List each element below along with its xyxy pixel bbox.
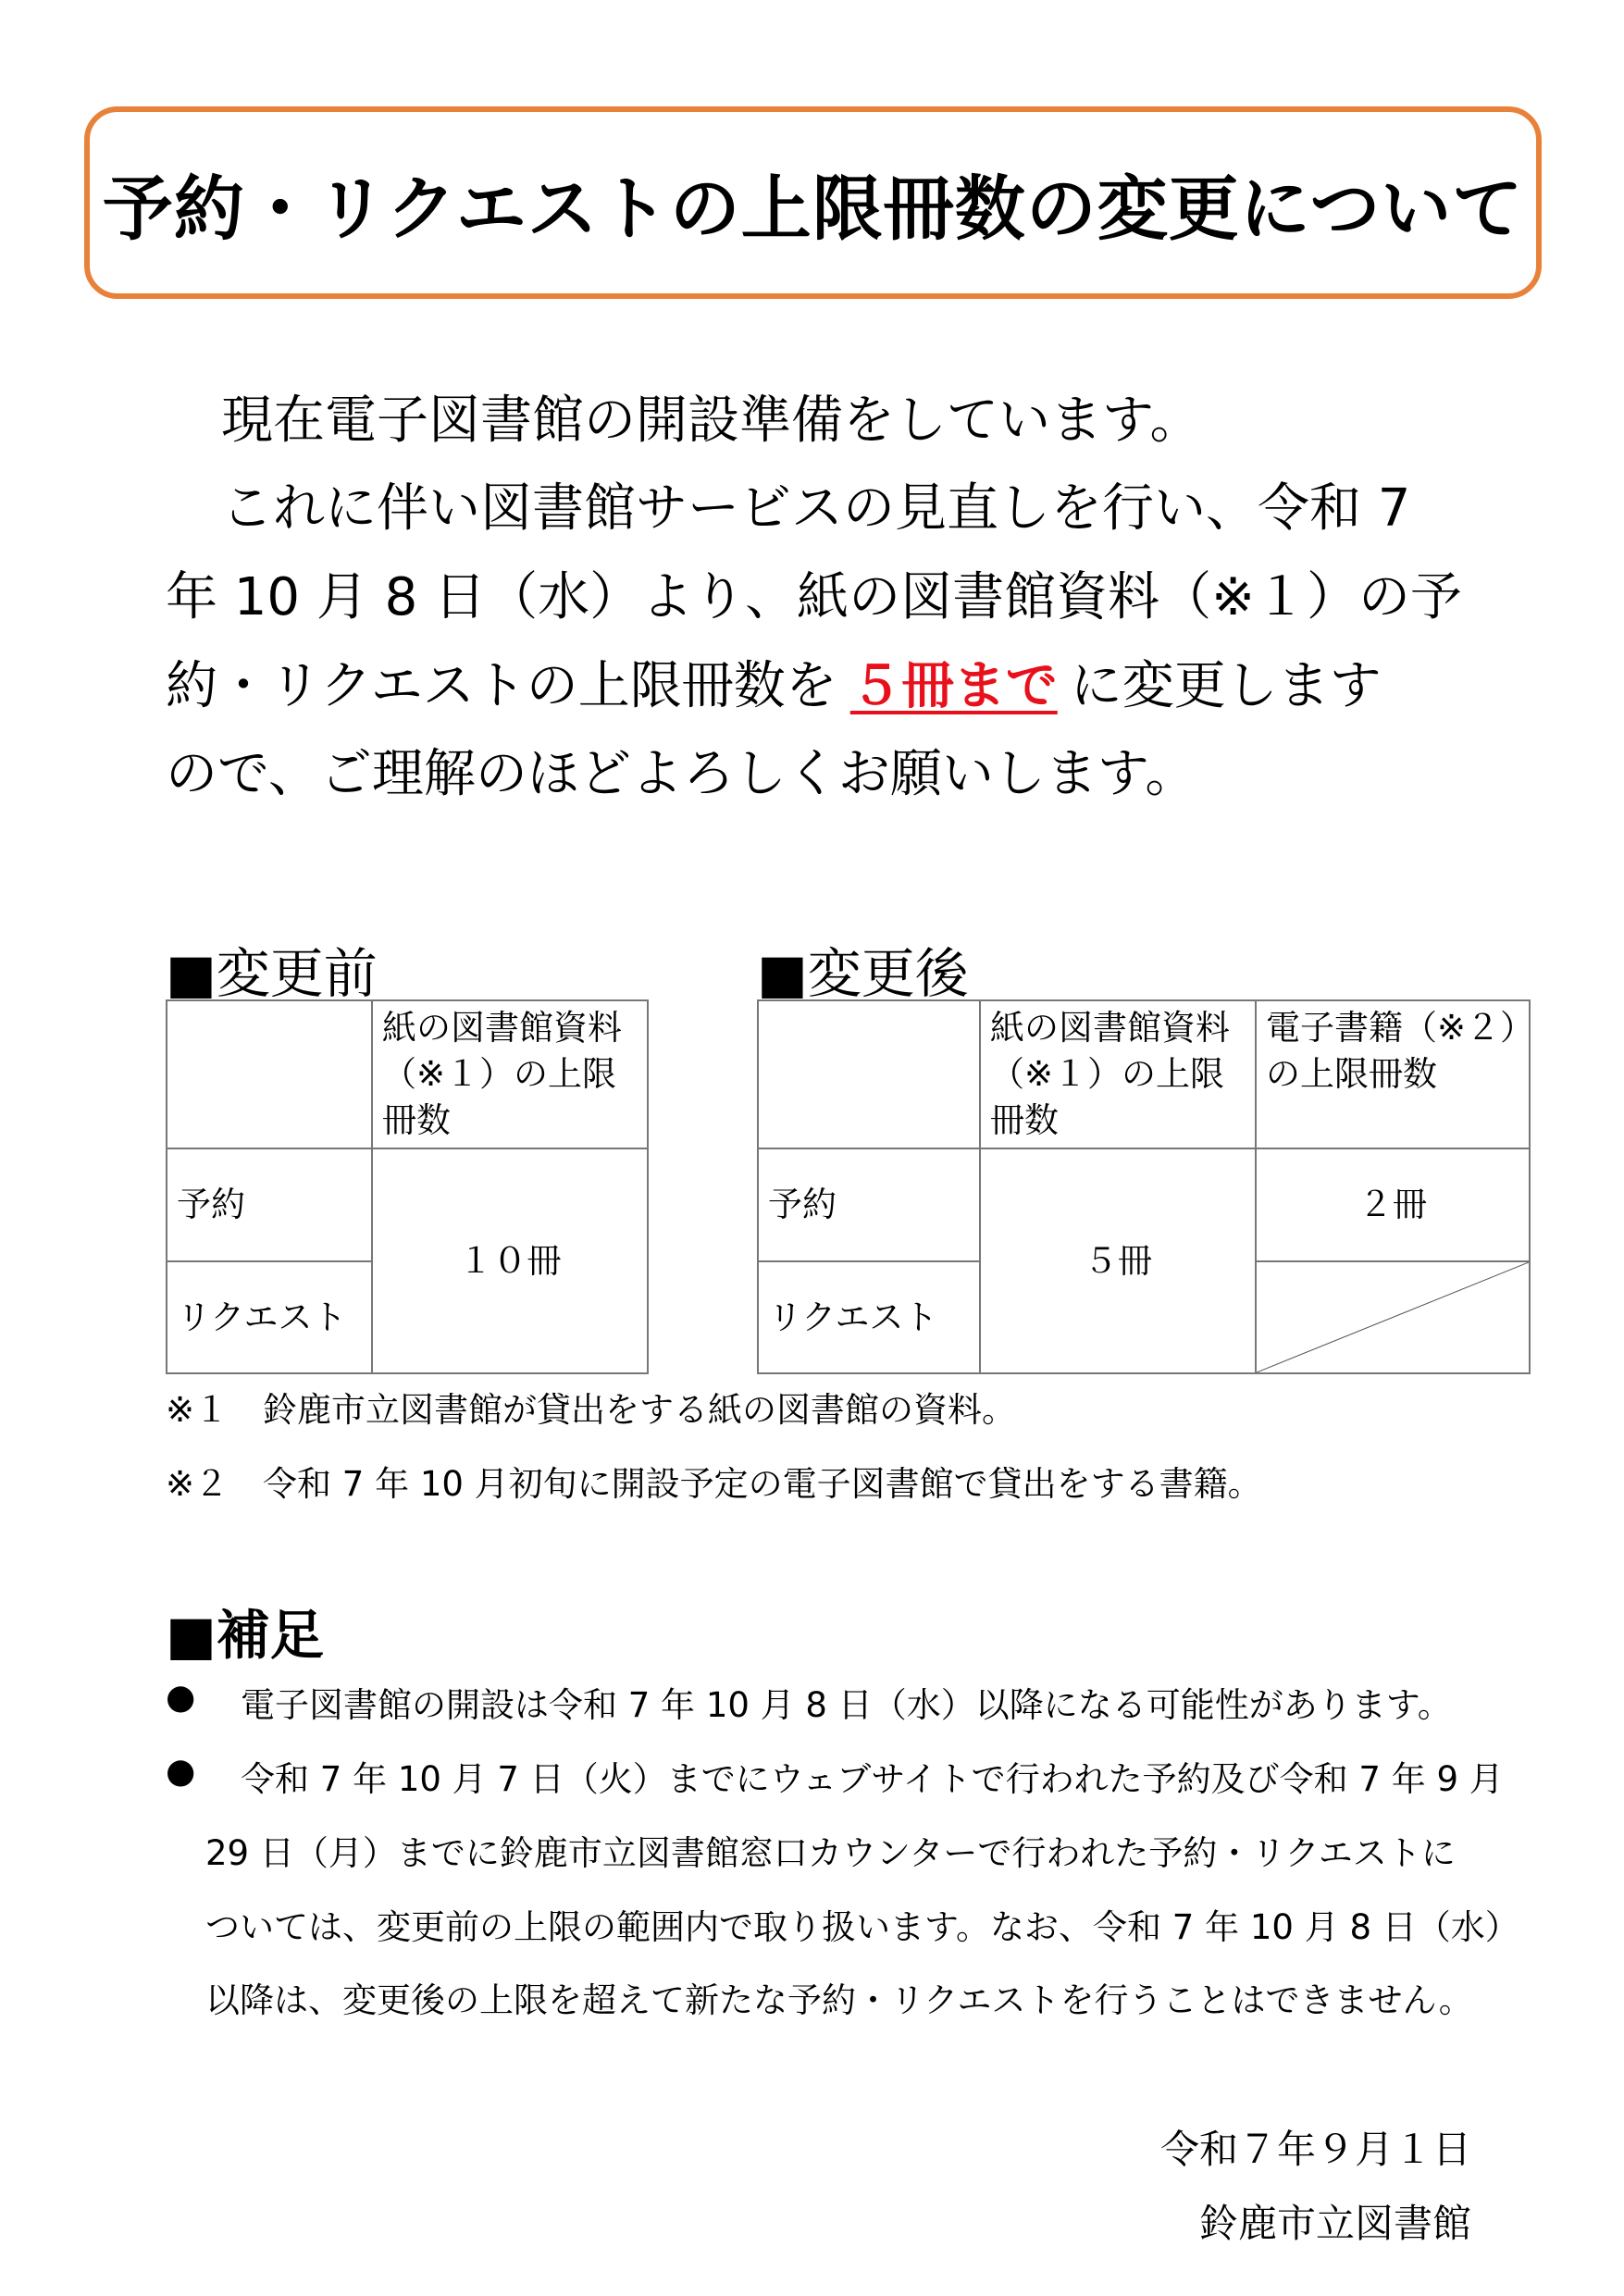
- intro-line-2: これに伴い図書館サービスの見直しを行い、令和 7: [221, 478, 1411, 539]
- intro-line-4: [166, 654, 1382, 719]
- header-ebook-limit: 電子書籍（※２）の上限冊数: [1256, 1000, 1530, 1148]
- row-label-reserve: 予約: [167, 1148, 372, 1261]
- title-box: [84, 106, 1542, 299]
- value-paper-limit: １０冊: [372, 1148, 648, 1373]
- row-label-request: リクエスト: [758, 1261, 980, 1373]
- bullet-icon: ●: [166, 1751, 196, 1791]
- after-table: [757, 999, 1531, 1374]
- supplement-item-2-line-2: 29 日（月）までに鈴鹿市立図書館窓口カウンターで行われた予約・リクエストに: [205, 1833, 1456, 1873]
- issuer: 鈴鹿市立図書館: [1198, 2201, 1471, 2246]
- bullet-icon: ●: [166, 1677, 196, 1717]
- supplement-item-2-line-3: ついては、変更前の上限の範囲内で取り扱います。なお、令和 7 年 10 月 8 日（水）: [205, 1907, 1519, 1947]
- supplement-item-1: 電子図書館の開設は令和 7 年 10 月 8 日（水）以降になる可能性があります。: [241, 1685, 1452, 1725]
- intro-line-5: ので、ご理解のほどよろしくお願いします。: [166, 744, 1197, 804]
- intro-line-1: 現在電子図書館の開設準備をしています。: [221, 391, 1202, 451]
- note-1: ※１ 鈴鹿市立図書館が貸出をする紙の図書館の資料。: [166, 1390, 1017, 1430]
- row-label-request: リクエスト: [167, 1261, 372, 1373]
- before-table: [166, 999, 649, 1374]
- not-applicable-cell: [1256, 1261, 1530, 1373]
- row-label-reserve: 予約: [758, 1148, 980, 1261]
- page-title: 予約・リクエストの上限冊数の変更について: [102, 167, 1524, 250]
- value-ebook-reserve: ２冊: [1256, 1148, 1530, 1261]
- header-paper-limit: 紙の図書館資料（※１）の上限冊数: [980, 1000, 1256, 1148]
- intro-line-4-pre: 約・リクエストの上限冊数を: [166, 656, 837, 716]
- empty-cell: [758, 1000, 980, 1148]
- intro-line-3: 年 10 月 8 日（水）より、紙の図書館資料（※１）の予: [166, 567, 1463, 627]
- before-heading: ■変更前: [166, 942, 378, 1005]
- supplement-heading: ■補足: [166, 1604, 324, 1667]
- header-paper-limit: 紙の図書館資料（※１）の上限冊数: [372, 1000, 648, 1148]
- highlight-limit: ５冊まで: [849, 656, 1058, 716]
- diagonal-line: [1257, 1262, 1529, 1372]
- issue-date: 令和７年９月１日: [1159, 2127, 1471, 2172]
- supplement-item-2-line-1: 令和 7 年 10 月 7 日（火）までにウェブサイトで行われた予約及び令和 7 年 9 月: [241, 1759, 1504, 1799]
- supplement-item-2-line-4: 以降は、変更後の上限を超えて新たな予約・リクエストを行うことはできません。: [205, 1980, 1473, 2020]
- intro-line-4-post: に変更します: [1070, 656, 1382, 716]
- after-heading: ■変更後: [757, 942, 969, 1005]
- empty-cell: [167, 1000, 372, 1148]
- value-paper-limit: ５冊: [980, 1148, 1256, 1373]
- note-2: ※２ 令和 7 年 10 月初旬に開設予定の電子図書館で貸出をする書籍。: [166, 1464, 1262, 1504]
